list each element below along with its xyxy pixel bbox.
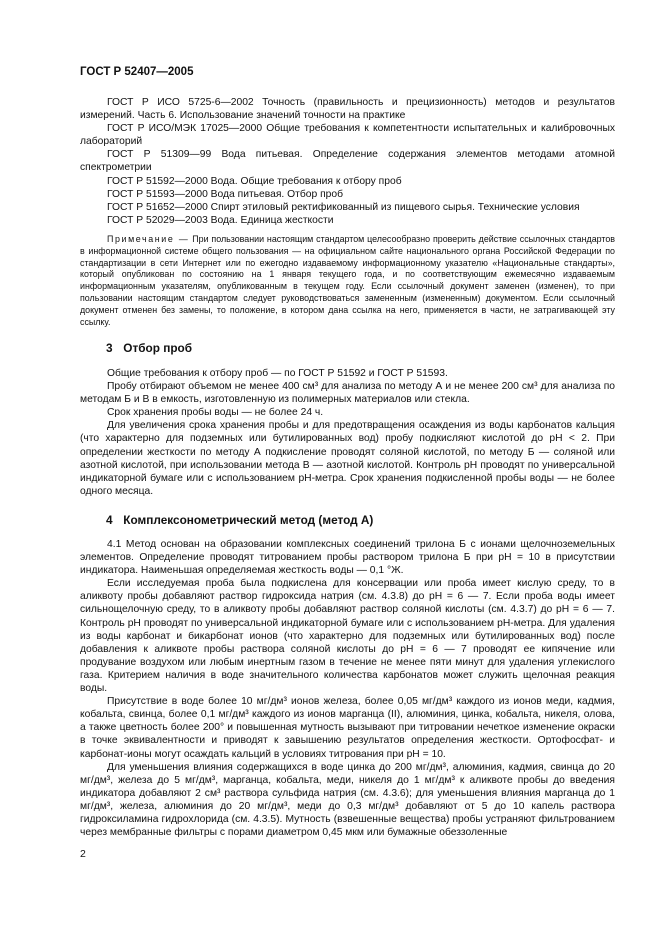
reference-item: ГОСТ Р 51309—99 Вода питьевая. Определение содержания элементов методами атомной спектрометрии [80,149,615,174]
reference-item: ГОСТ Р 51592—2000 Вода. Общие требования к отбору проб [107,175,402,187]
references-list [80,96,615,227]
reference-item: ГОСТ Р 51652—2000 Спирт этиловый ректификованный из пищевого сырья. Технические условия [107,201,580,213]
paragraph: Для увеличения срока хранения пробы и для предотвращения осаждения из воды карбонатов кальция (что характерно для подземных или бутилированных вод) пробу подкисляют кислотой до pH < 2. При определении жесткости по методу А подкисление проводят соляной кислотой, по методу Б — соляной или азотной кислотой, при использовании метода В — азотной кислотой. Контроль pH проводят по универсальной индикаторной бумаге или с использованием pH-метра. Срок хранения подкисленной пробы воды — не более одного месяца. [80,420,615,497]
section-number: 4 [106,513,113,527]
document-code: ГОСТ Р 52407—2005 [80,66,194,78]
page-number: 2 [80,848,86,860]
reference-item: ГОСТ Р 51593—2000 Вода питьевая. Отбор проб [107,188,344,200]
reference-item: ГОСТ Р ИСО/МЭК 17025—2000 Общие требования к компетентности испытательных и калибровочных лабораторий [80,123,615,148]
paragraph: Присутствие в воде более 10 мг/дм³ ионов железа, более 0,05 мг/дм³ каждого из ионов меди, кадмия, кобальта, свинца, более 0,1 мг/дм³ каждого из ионов марганца (II), алюминия, цинка, кобальта, никеля, олова, а также цветность более 200° и повышенная мутность вызывают при титровании нечеткое изменение окраски в точке эквивалентности и приводят к завышению результатов определения жесткости. Ортофосфат- и карбонат-ионы могут осаждать кальций в условиях титрования при pH = 10. [80,696,615,760]
paragraph: Если исследуемая проба была подкислена для консервации или проба имеет кислую среду, то в аликвоту пробы добавляют раствор гидроксида натрия (см. 4.3.8) до pH = 6 — 7. Если проба воды имеет сильнощелочную среду, то в аликвоту пробы добавляют раствор соляной кислоты (см. 4.3.7) до pH = 6 — 7. Контроль pH проводят по универсальной индикаторной бумаге или с использованием pH-метра. Для удаления из воды карбонат и бикарбонат ионов (что характерно для подземных или бутилированных вод) после добавления к аликвоте пробы раствора соляной кислоты до pH = 6 — 7 проводят ее кипячение или продувание воздухом или любым инертным газом в течение не менее пяти минут для удаления углекислого газа. Критерием наличия в воде значительного количества карбонатов может служить щелочная реакция воды. [80,578,615,695]
section-3-body [80,367,615,498]
reference-item: ГОСТ Р ИСО 5725-6—2002 Точность (правильность и прецизионность) методов и результатов измерений. Часть 6. Использование значений точности на практике [80,97,615,122]
paragraph: Для уменьшения влияния содержащихся в воде цинка до 200 мг/дм³, алюминия, кадмия, свинца до 20 мг/дм³, железа до 5 мг/дм³, марганца, кобальта, меди, никеля до 1 мг/дм³ к аликвоте пробы до введения индикатора добавляют 2 см³ раствора сульфида натрия (см. 4.3.6); для уменьшения влияния марганца до 1 мг/дм³, железа, алюминия до 20 мг/дм³, меди до 0,3 мг/дм³ добавляют от 5 до 10 капель раствора гидроксиламина гидрохлорида (см. 4.3.5). Мутность (взвешенные вещества) пробы устраняют фильтрованием через мембранные фильтры с порами диаметром 0,45 мкм или бумажные обеззоленные [80,761,615,839]
paragraph: 4.1 Метод основан на образовании комплексных соединений трилона Б с ионами щелочноземельных элементов. Определение проводят титрованием пробы раствором трилона Б при pH = 10 в присутствии индикатора. Наименьшая определяемая жесткость воды — 0,1 °Ж. [80,539,615,577]
paragraph: Пробу отбирают объемом не менее 400 см³ для анализа по методу А и не менее 200 см³ для анализа по методам Б и В в емкость, изготовленную из полимерных материалов или стекла. [80,381,615,406]
section-title: Комплексонометрический метод (метод А) [123,513,374,527]
section-4-heading [106,513,373,527]
note-text: При пользовании настоящим стандартом целесообразно проверить действие ссылочных стандартов в информационной системе общего пользования — на официальном сайте национального органа Российской Федерации по стандартизации в сети Интернет или по ежегодно издаваемому информационному указателю «Национальные стандарты», который опубликован по состоянию на 1 января текущего года, и по соответствующим ежемесячно издаваемым информационным указателям, опубликованным в текущем году. Если ссылочный документ заменен (изменен), то при пользовании настоящим стандартом следует руководствоваться замененным (измененным) документом. Если ссылочный документ отменен без замены, то положение, в котором дана ссылка на него, применяется в части, не затрагивающей эту ссылку. [80,234,615,327]
section-3-heading [106,341,192,355]
paragraph: Срок хранения пробы воды — не более 24 ч. [107,407,324,419]
paragraph: Общие требования к отбору проб — по ГОСТ Р 51592 и ГОСТ Р 51593. [107,368,448,379]
note-label: Примечание — [107,234,190,244]
section-number: 3 [106,341,113,355]
note-block [80,234,615,328]
section-4-body [80,538,615,839]
reference-item: ГОСТ Р 52029—2003 Вода. Единица жесткости [107,214,334,226]
section-title: Отбор проб [123,341,193,355]
